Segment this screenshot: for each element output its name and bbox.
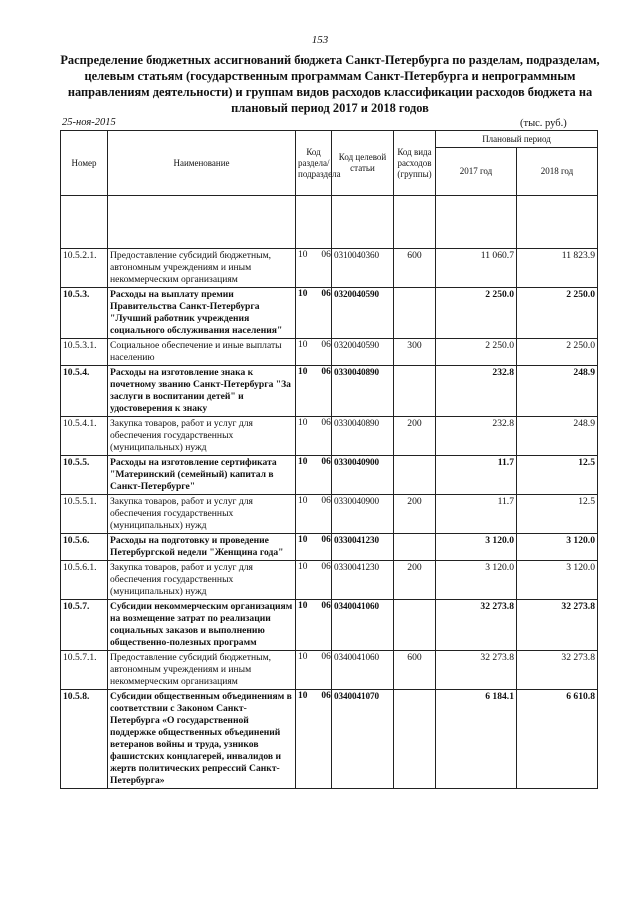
row-amount-2017: 3 120.0	[436, 561, 517, 600]
row-target-code: 0330040900	[332, 495, 394, 534]
row-target-code: 0340041060	[332, 600, 394, 651]
header-name: Наименование	[108, 131, 296, 196]
row-amount-2018: 2 250.0	[517, 339, 598, 366]
row-number: 10.5.3.	[61, 288, 108, 339]
row-amount-2017: 232.8	[436, 417, 517, 456]
row-razdel-code: 10	[298, 652, 308, 662]
row-number: 10.5.4.	[61, 366, 108, 417]
table-row	[61, 495, 598, 534]
row-section-code	[296, 534, 332, 561]
row-amount-2017: 232.8	[436, 366, 517, 417]
row-target-code: 0330040900	[332, 456, 394, 495]
row-name: Расходы на подготовку и проведение Петербургской недели "Женщина года"	[108, 534, 296, 561]
row-razdel-code: 10	[298, 250, 308, 260]
row-amount-2018: 248.9	[517, 417, 598, 456]
row-amount-2017: 2 250.0	[436, 288, 517, 339]
row-name: Социальное обеспечение и иные выплаты населению	[108, 339, 296, 366]
row-amount-2017: 11.7	[436, 456, 517, 495]
row-expense-code	[394, 288, 436, 339]
row-number: 10.5.6.1.	[61, 561, 108, 600]
row-section-code	[296, 417, 332, 456]
row-number: 10.5.4.1.	[61, 417, 108, 456]
document-date: 25-ноя-2015	[62, 117, 116, 128]
row-razdel-code: 10	[298, 457, 308, 467]
row-target-code: 0320040590	[332, 339, 394, 366]
row-podrazdel-code: 06	[321, 562, 331, 572]
row-expense-code	[394, 690, 436, 789]
table-row	[61, 600, 598, 651]
table-row	[61, 456, 598, 495]
row-podrazdel-code: 06	[321, 457, 331, 467]
row-section-code	[296, 249, 332, 288]
row-section-code	[296, 366, 332, 417]
row-section-code	[296, 690, 332, 789]
header-2017: 2017 год	[436, 148, 517, 196]
row-amount-2018: 32 273.8	[517, 600, 598, 651]
row-amount-2018: 32 273.8	[517, 651, 598, 690]
table-row	[61, 690, 598, 789]
row-razdel-code: 10	[298, 535, 308, 545]
row-podrazdel-code: 06	[321, 340, 331, 350]
row-expense-code	[394, 534, 436, 561]
row-podrazdel-code: 06	[321, 418, 331, 428]
row-amount-2018: 3 120.0	[517, 561, 598, 600]
row-expense-code: 600	[394, 651, 436, 690]
row-number: 10.5.5.	[61, 456, 108, 495]
row-name: Расходы на изготовление знака к почетному званию Санкт-Петербурга "За заслуги в воспитании детей" и удостоверения к знаку	[108, 366, 296, 417]
row-name: Субсидии некоммерческим организациям на возмещение затрат по реализации социальных заказов и выполнению общественно-полезных программ	[108, 600, 296, 651]
row-razdel-code: 10	[298, 289, 308, 299]
row-amount-2017: 32 273.8	[436, 600, 517, 651]
row-amount-2017: 3 120.0	[436, 534, 517, 561]
row-podrazdel-code: 06	[321, 496, 331, 506]
row-podrazdel-code: 06	[321, 691, 331, 701]
row-podrazdel-code: 06	[321, 367, 331, 377]
row-target-code: 0330040890	[332, 417, 394, 456]
unit-label: (тыс. руб.)	[520, 118, 567, 129]
row-section-code	[296, 339, 332, 366]
row-name: Расходы на изготовление сертификата "Материнский (семейный) капитал в Санкт-Петербурге"	[108, 456, 296, 495]
row-razdel-code: 10	[298, 562, 308, 572]
row-podrazdel-code: 06	[321, 250, 331, 260]
header-planned-period: Плановый период	[436, 131, 598, 148]
row-expense-code: 200	[394, 561, 436, 600]
budget-table	[60, 130, 598, 789]
table-row	[61, 339, 598, 366]
page-number: 153	[311, 34, 329, 46]
row-name: Закупка товаров, работ и услуг для обеспечения государственных (муниципальных) нужд	[108, 417, 296, 456]
row-amount-2018: 12.5	[517, 456, 598, 495]
row-podrazdel-code: 06	[321, 652, 331, 662]
table-row	[61, 651, 598, 690]
row-target-code: 0340041060	[332, 651, 394, 690]
row-amount-2018: 3 120.0	[517, 534, 598, 561]
document-title: Распределение бюджетных ассигнований бюджета Санкт-Петербурга по разделам, подразделам, целевым статьям (государственным программам Санкт-Петербурга и непрограммным направлениям деятельности) и группам видов расходов классификации расходов бюджета на плановый период 2017 и 2018 годов	[60, 53, 600, 115]
row-number: 10.5.6.	[61, 534, 108, 561]
row-amount-2018: 12.5	[517, 495, 598, 534]
header-number: Номер	[61, 131, 108, 196]
row-target-code: 0310040360	[332, 249, 394, 288]
table-row	[61, 249, 598, 288]
row-number: 10.5.2.1.	[61, 249, 108, 288]
header-2018: 2018 год	[517, 148, 598, 196]
row-name: Закупка товаров, работ и услуг для обеспечения государственных (муниципальных) нужд	[108, 495, 296, 534]
header-spacer-row	[61, 196, 598, 249]
row-podrazdel-code: 06	[321, 535, 331, 545]
row-number: 10.5.7.	[61, 600, 108, 651]
row-target-code: 0330041230	[332, 534, 394, 561]
table-row	[61, 366, 598, 417]
table-row	[61, 417, 598, 456]
row-section-code	[296, 651, 332, 690]
row-razdel-code: 10	[298, 340, 308, 350]
row-amount-2017: 11 060.7	[436, 249, 517, 288]
row-amount-2017: 2 250.0	[436, 339, 517, 366]
row-section-code	[296, 561, 332, 600]
row-section-code	[296, 456, 332, 495]
header-expense-code: Код вида расходов (группы)	[394, 131, 436, 196]
row-amount-2017: 32 273.8	[436, 651, 517, 690]
table-row	[61, 534, 598, 561]
row-name: Предоставление субсидий бюджетным, автономным учреждениям и иным некоммерческим организациям	[108, 249, 296, 288]
row-expense-code	[394, 366, 436, 417]
row-podrazdel-code: 06	[321, 289, 331, 299]
row-name: Закупка товаров, работ и услуг для обеспечения государственных (муниципальных) нужд	[108, 561, 296, 600]
row-name: Расходы на выплату премии Правительства Санкт-Петербурга "Лучший работник учреждения социального обслуживания населения"	[108, 288, 296, 339]
row-name: Предоставление субсидий бюджетным, автономным учреждениям и иным некоммерческим организациям	[108, 651, 296, 690]
header-section-code: Код раздела/ подраздела	[296, 131, 332, 196]
row-razdel-code: 10	[298, 418, 308, 428]
row-section-code	[296, 495, 332, 534]
table-row	[61, 561, 598, 600]
row-razdel-code: 10	[298, 691, 308, 701]
row-amount-2018: 2 250.0	[517, 288, 598, 339]
row-razdel-code: 10	[298, 601, 308, 611]
row-expense-code: 300	[394, 339, 436, 366]
row-amount-2018: 11 823.9	[517, 249, 598, 288]
row-razdel-code: 10	[298, 496, 308, 506]
header-target-code: Код целевой статьи	[332, 131, 394, 196]
row-expense-code: 200	[394, 417, 436, 456]
table-body	[61, 249, 598, 789]
row-amount-2017: 6 184.1	[436, 690, 517, 789]
row-number: 10.5.5.1.	[61, 495, 108, 534]
row-target-code: 0330040890	[332, 366, 394, 417]
row-number: 10.5.8.	[61, 690, 108, 789]
row-name: Субсидии общественным объединениям в соответствии с Законом Санкт-Петербурга «О государственной поддержке общественных объединений ветеранов войны и труда, узников фашистских концлагерей, инвалидов и жертв политических репрессий Санкт-Петербурга»	[108, 690, 296, 789]
row-expense-code	[394, 600, 436, 651]
row-expense-code	[394, 456, 436, 495]
row-amount-2017: 11.7	[436, 495, 517, 534]
row-section-code	[296, 600, 332, 651]
row-razdel-code: 10	[298, 367, 308, 377]
row-expense-code: 600	[394, 249, 436, 288]
row-amount-2018: 248.9	[517, 366, 598, 417]
row-section-code	[296, 288, 332, 339]
row-target-code: 0330041230	[332, 561, 394, 600]
row-podrazdel-code: 06	[321, 601, 331, 611]
row-target-code: 0340041070	[332, 690, 394, 789]
row-target-code: 0320040590	[332, 288, 394, 339]
row-number: 10.5.7.1.	[61, 651, 108, 690]
row-amount-2018: 6 610.8	[517, 690, 598, 789]
row-expense-code: 200	[394, 495, 436, 534]
table-row	[61, 288, 598, 339]
row-number: 10.5.3.1.	[61, 339, 108, 366]
